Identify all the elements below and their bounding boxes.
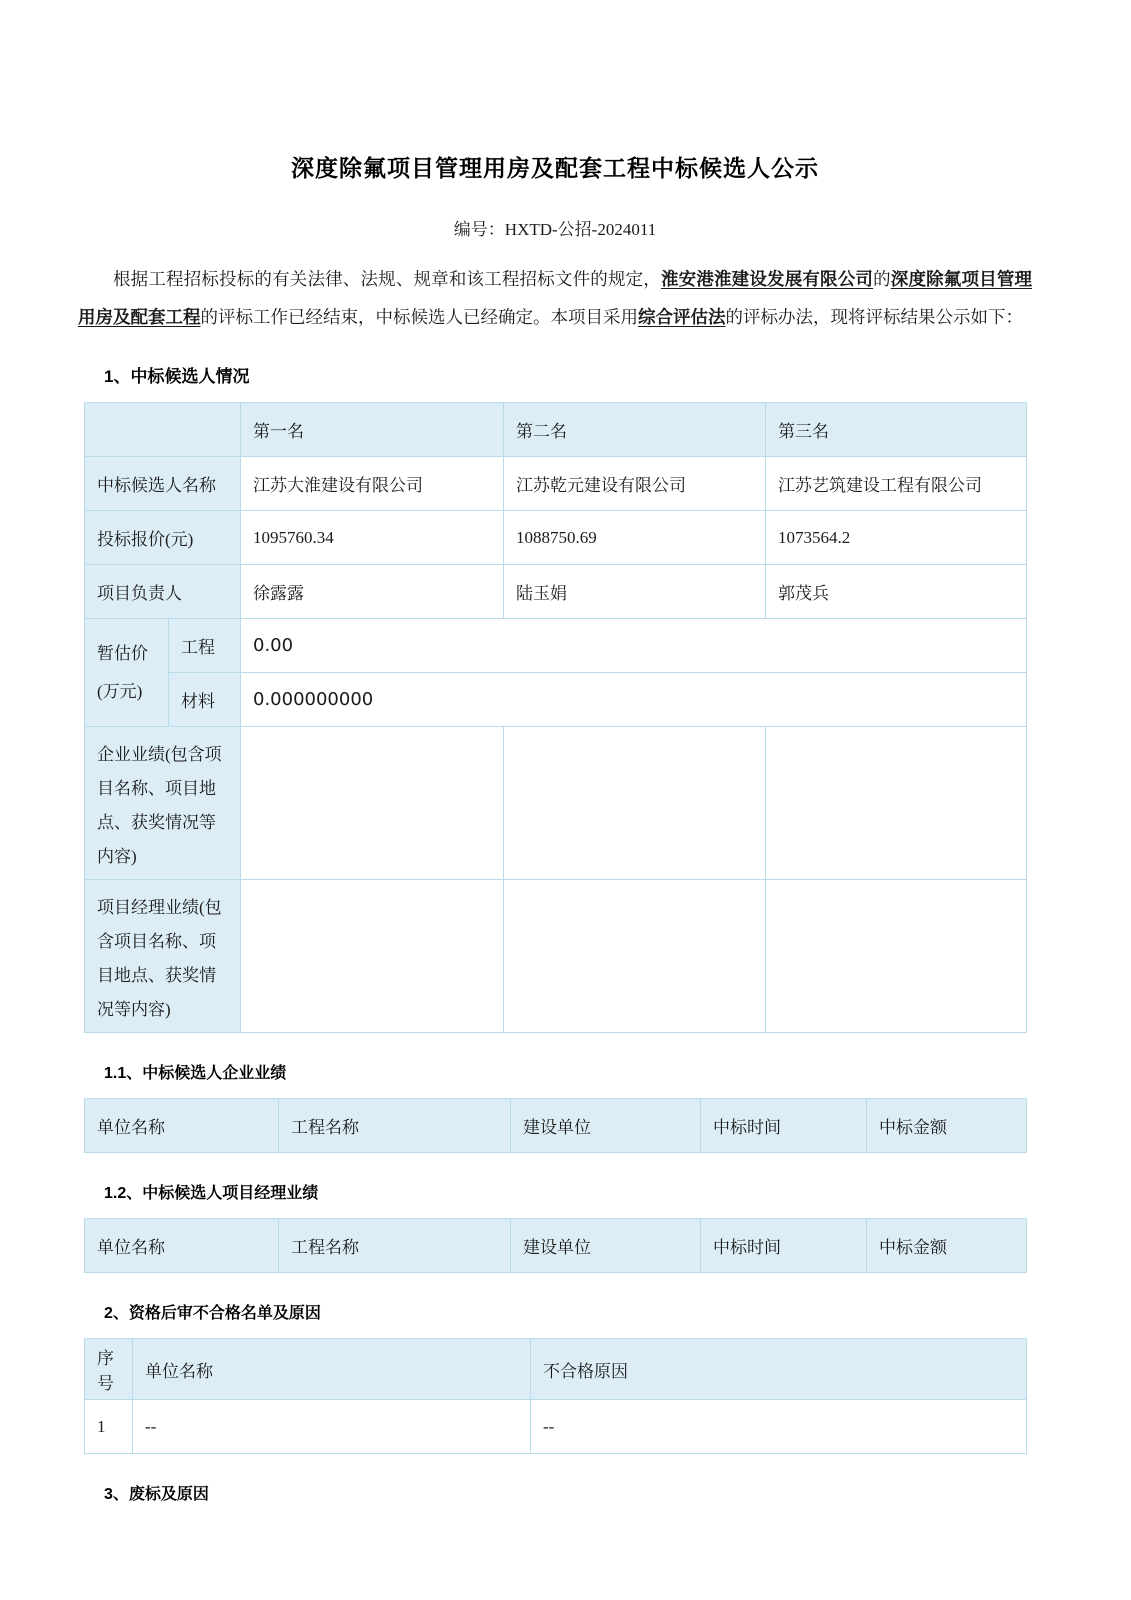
table-row [85,727,1027,880]
document-page [78,0,1033,1504]
section-heading-invalid-bids: 3、废标及原因 [104,1486,209,1503]
column-header-award-amount: 中标金额 [867,1099,1027,1153]
intro-emphasis-tenderer: 淮安港淮建设发展有限公司 [660,269,874,289]
section-heading-manager-performance: 1.2、中标候选人项目经理业绩 [104,1185,319,1202]
candidate-name-cell: 江苏艺筑建设工程有限公司 [766,457,1027,511]
column-header-serial-number: 序号 [85,1339,133,1400]
doc-number-label: 编号： [453,220,505,239]
unit-name-cell: -- [133,1400,531,1454]
column-header-unit-name: 单位名称 [85,1219,279,1273]
project-manager-cell: 郭茂兵 [766,565,1027,619]
bid-price-cell: 1088750.69 [504,511,766,565]
table-row [85,457,1027,511]
candidates-table [84,402,1027,1033]
row-label-project-manager: 项目负责人 [85,565,241,619]
doc-number-value: HXTD-公招-2024011 [504,220,657,239]
estimate-sublabel-works: 工程 [169,619,241,673]
serial-number-cell: 1 [85,1400,133,1454]
bid-price-cell: 1073564.2 [766,511,1027,565]
project-manager-cell: 陆玉娟 [504,565,766,619]
intro-paragraph [78,260,1032,336]
manager-performance-table [84,1218,1027,1273]
intro-text: 根据工程招标投标的有关法律、法规、规章和该工程招标文件的规定， [113,269,661,289]
disqualification-reason-cell: -- [531,1400,1027,1454]
rank-header-third: 第三名 [766,403,1027,457]
candidate-name-cell: 江苏乾元建设有限公司 [504,457,766,511]
intro-text: 的评标办法，现将评标结果公示如下： [725,307,1023,327]
enterprise-performance-value-cell [241,727,504,880]
table-row [85,880,1027,1033]
table-row [85,511,1027,565]
estimate-materials-value-cell: 0.000000000 [241,673,1027,727]
table-row [85,1400,1027,1454]
estimate-sublabel-materials: 材料 [169,673,241,727]
table-row [85,1219,1027,1273]
row-label-enterprise-performance: 企业业绩(包含项目名称、项目地点、获奖情况等内容) [85,727,241,880]
column-header-disqualification-reason: 不合格原因 [531,1339,1027,1400]
estimate-works-value-cell: 0.00 [241,619,1027,673]
table-row [85,673,1027,727]
intro-text: 的 [873,269,891,289]
row-label-estimate: 暂估价(万元) [85,619,169,727]
column-header-award-time: 中标时间 [701,1219,867,1273]
manager-performance-value-cell [766,880,1027,1033]
rank-header-second: 第二名 [504,403,766,457]
table-row [85,1099,1027,1153]
row-label-candidate-name: 中标候选人名称 [85,457,241,511]
page-title: 深度除氟项目管理用房及配套工程中标候选人公示 [291,155,819,181]
column-header-award-time: 中标时间 [701,1099,867,1153]
enterprise-performance-value-cell [504,727,766,880]
intro-text: 的评标工作已经结束，中标候选人已经确定。本项目采用 [200,307,638,327]
column-header-project-name: 工程名称 [279,1099,511,1153]
enterprise-performance-table [84,1098,1027,1153]
table-row [85,1339,1027,1400]
enterprise-performance-value-cell [766,727,1027,880]
candidate-name-cell: 江苏大淮建设有限公司 [241,457,504,511]
manager-performance-value-cell [241,880,504,1033]
column-header-unit-name: 单位名称 [133,1339,531,1400]
rank-header-first: 第一名 [241,403,504,457]
project-manager-cell: 徐露露 [241,565,504,619]
table-row [85,619,1027,673]
disqualified-table [84,1338,1027,1454]
doc-number [84,215,1026,240]
column-header-award-amount: 中标金额 [867,1219,1027,1273]
row-label-manager-performance: 项目经理业绩(包含项目名称、项目地点、获奖情况等内容) [85,880,241,1033]
bid-price-cell: 1095760.34 [241,511,504,565]
table-row [85,403,1027,457]
rank-header-blank-cell [85,403,241,457]
row-label-bid-price: 投标报价(元) [85,511,241,565]
section-heading-enterprise-performance: 1.1、中标候选人企业业绩 [104,1065,287,1082]
column-header-project-name: 工程名称 [279,1219,511,1273]
section-heading-candidates: 1、中标候选人情况 [104,367,250,386]
table-row [85,565,1027,619]
intro-emphasis-method: 综合评估法 [638,307,726,327]
manager-performance-value-cell [504,880,766,1033]
column-header-construction-unit: 建设单位 [511,1219,701,1273]
column-header-unit-name: 单位名称 [85,1099,279,1153]
intro-emphasis-project: 深度除氟项目管理用房及配套工程 [78,269,1033,327]
section-heading-disqualified: 2、资格后审不合格名单及原因 [104,1305,321,1322]
column-header-construction-unit: 建设单位 [511,1099,701,1153]
